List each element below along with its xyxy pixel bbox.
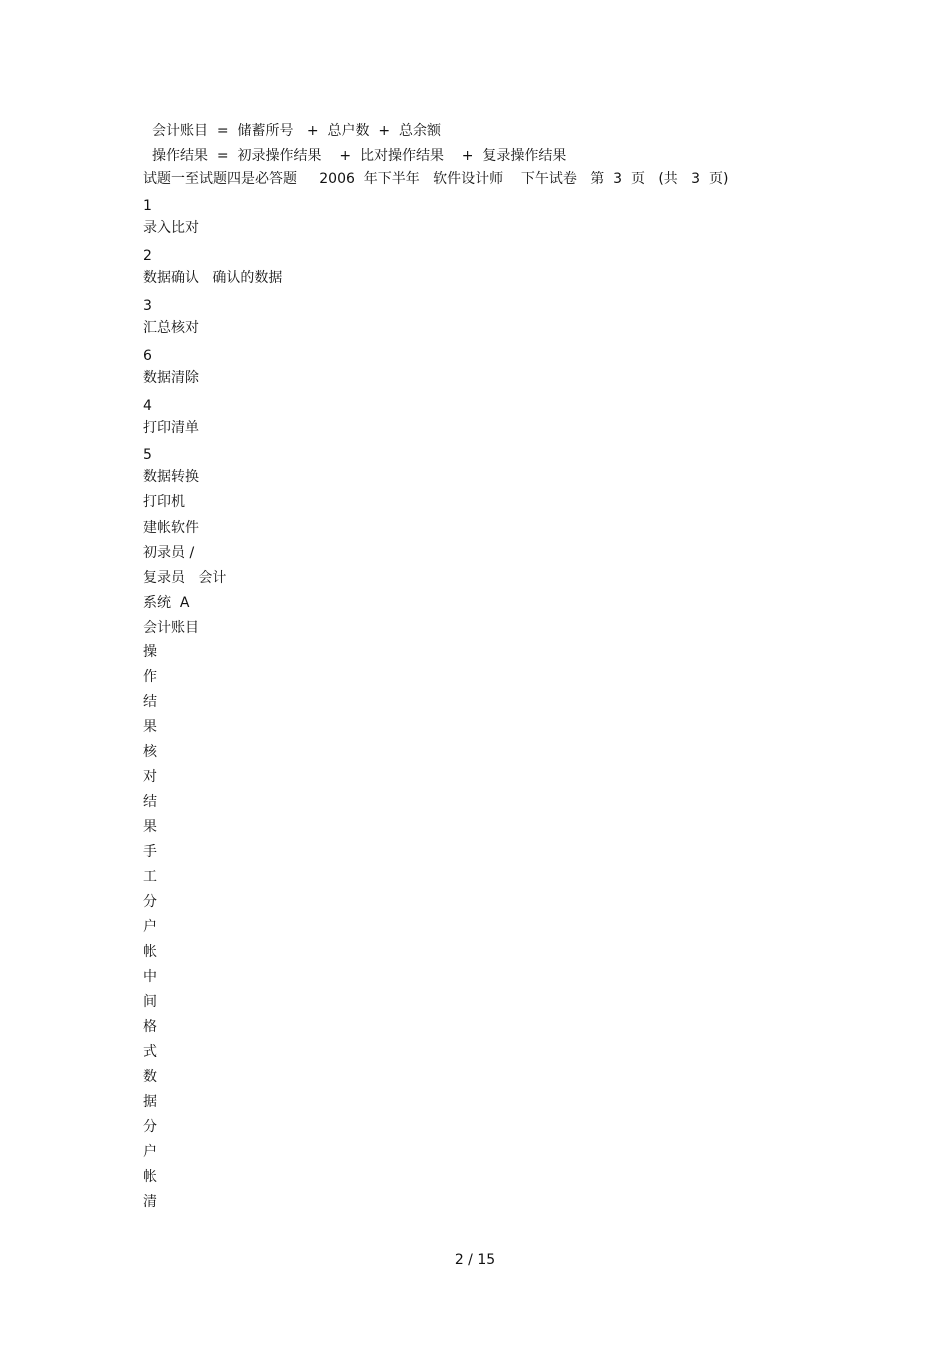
list-item: 手 (143, 844, 157, 860)
list-item: 4 (143, 398, 152, 414)
list-item: 6 (143, 348, 152, 364)
list-item: 数据转换 (143, 469, 199, 485)
list-item: 作 (143, 669, 157, 685)
list-item: 结 (143, 794, 157, 810)
list-item: 5 (143, 447, 152, 463)
list-item: 1 (143, 198, 152, 214)
list-item: 复录员 会计 (143, 570, 227, 586)
list-item: 帐 (143, 1169, 157, 1185)
formula-operation-result: 操作结果 = 初录操作结果 + 比对操作结果 + 复录操作结果 (152, 148, 567, 164)
list-item: 建帐软件 (143, 520, 199, 536)
list-item: 式 (143, 1044, 157, 1060)
list-item: 2 (143, 248, 152, 264)
exam-header: 试题一至试题四是必答题 2006 年下半年 软件设计师 下午试卷 第 3 页 (共 3 页) (143, 171, 729, 187)
list-item: 初录员 / (143, 545, 195, 561)
list-item: 会计账目 (143, 620, 199, 636)
list-item: 操 (143, 644, 157, 660)
list-item: 数据清除 (143, 370, 199, 386)
list-item: 3 (143, 298, 152, 314)
list-item: 户 (143, 919, 157, 935)
list-item: 帐 (143, 944, 157, 960)
list-item: 打印机 (143, 494, 185, 510)
list-item: 据 (143, 1094, 157, 1110)
list-item: 结 (143, 694, 157, 710)
list-item: 录入比对 (143, 220, 199, 236)
list-item: 分 (143, 894, 157, 910)
list-item: 对 (143, 769, 157, 785)
list-item: 数 (143, 1069, 157, 1085)
list-item: 核 (143, 744, 157, 760)
list-item: 格 (143, 1019, 157, 1035)
list-item: 汇总核对 (143, 320, 199, 336)
list-item: 清 (143, 1194, 157, 1210)
list-item: 间 (143, 994, 157, 1010)
list-item: 系统 A (143, 595, 190, 611)
list-item: 户 (143, 1144, 157, 1160)
list-item: 果 (143, 719, 157, 735)
list-item: 工 (143, 869, 157, 885)
list-item: 果 (143, 819, 157, 835)
page-number: 2 / 15 (454, 1252, 496, 1268)
list-item: 数据确认 确认的数据 (143, 270, 283, 286)
list-item: 分 (143, 1119, 157, 1135)
formula-accounts: 会计账目 = 储蓄所号 + 总户数 + 总余额 (152, 123, 442, 139)
list-item: 打印清单 (143, 420, 199, 436)
list-item: 中 (143, 969, 157, 985)
